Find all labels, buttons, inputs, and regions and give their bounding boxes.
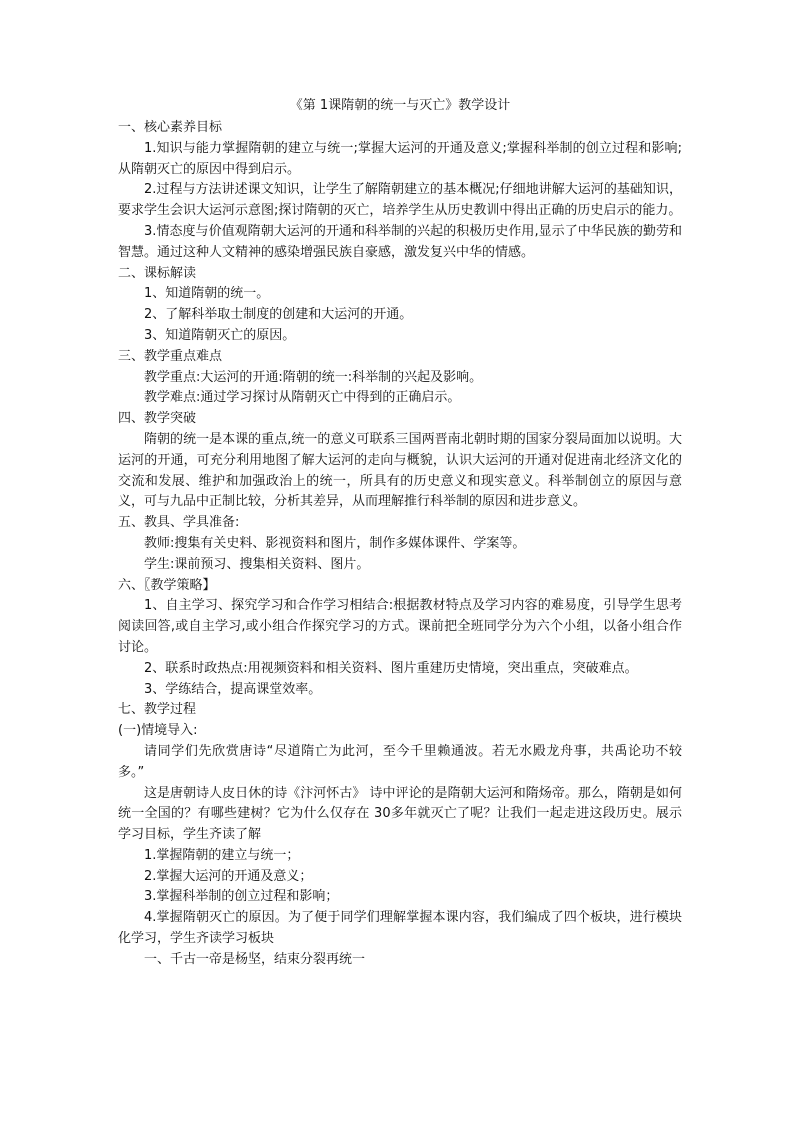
paragraph: 六、〖教学策略】: [118, 577, 216, 593]
paragraph: 二、课标解读: [118, 265, 197, 281]
paragraph: 2.过程与方法讲述课文知识，让学生了解隋朝建立的基本概况;仔细地讲解大运河的基础知识，要求学生会识大运河示意图;探讨隋朝的灭亡，培养学生从历史教训中得出正确的历史启示的能力。: [118, 182, 682, 219]
document-page: [118, 96, 682, 971]
paragraph: 五、教具、学具准备:: [118, 515, 240, 531]
paragraph: 3、学练结合，提高课堂效率。: [144, 681, 322, 697]
paragraph: 4.掌握隋朝灭亡的原因。为了便于同学们理解掌握本课内容，我们编成了四个板块，进行模块化学习，学生齐读学习板块: [118, 910, 682, 947]
paragraph: 3.掌握科举制的创立过程和影响；: [144, 889, 339, 905]
document-title: 《第 1课隋朝的统一与灭亡》教学设计: [289, 98, 511, 113]
paragraph: 这是唐朝诗人皮日休的诗《汴河怀古》 诗中评论的是隋朝大运河和隋炀帝。那么，隋朝是如何统一全国的？有哪些建树？它为什么仅存在 30多年就灭亡了呢？让我们一起走进这段历史。展示学习目标，学生齐读了解: [118, 785, 682, 843]
paragraph: 1.知识与能力掌握隋朝的建立与统一;掌握大运河的开通及意义;掌握科举制的创立过程和影响;从隋朝灭亡的原因中得到启示。: [118, 140, 682, 177]
paragraph: 教学难点:通过学习探讨从隋朝灭亡中得到的正确启示。: [144, 390, 461, 406]
paragraph: 1、自主学习、探究学习和合作学习相结合:根据教材特点及学习内容的难易度，引导学生思考阅读回答,或自主学习,或小组合作探究学习的方式。课前把全班同学分为六个小组，以备小组合作讨论。: [118, 598, 682, 655]
paragraph: 请同学们先欣赏唐诗“尽道隋亡为此河，至今千里赖通波。若无水殿龙舟事，共禹论功不较多。”: [118, 743, 682, 780]
paragraph: 隋朝的统一是本课的重点,统一的意义可联系三国两晋南北朝时期的国家分裂局面加以说明。大运河的开通，可充分利用地图了解大运河的走向与概貌，认识大运河的开通对促进南北经济文化的交流和发展、维护和加强政治上的统一，所具有的历史意义和现实意义。科举制创立的原因与意义，可与九品中正制比较，分析其差异，从而理解推行科举制的原因和进步意义。: [118, 431, 682, 510]
paragraph: 2、联系时政热点:用视频资料和相关资料、图片重建历史情境，突出重点，突破难点。: [144, 660, 638, 676]
paragraph: 1.掌握隋朝的建立与统一；: [144, 847, 300, 863]
paragraph: 教师:搜集有关史料、影视资料和图片，制作多媒体课件、学案等。: [144, 535, 526, 551]
document-body: [118, 118, 682, 971]
paragraph: 教学重点:大运河的开通:隋朝的统一:科举制的兴起及影响。: [144, 369, 483, 385]
paragraph: 三、教学重点难点: [118, 348, 223, 364]
paragraph: 一、千古一帝是杨坚，结束分裂再统一: [144, 951, 366, 967]
paragraph: 学生:课前预习、搜集相关资料、图片。: [144, 556, 370, 572]
paragraph: 1、知道隋朝的统一。: [144, 286, 270, 302]
paragraph: 2.掌握大运河的开通及意义；: [144, 868, 313, 884]
paragraph: 3、知道隋朝灭亡的原因。: [144, 327, 296, 343]
paragraph: 七、教学过程: [118, 702, 197, 718]
paragraph: (一)情境导入:: [118, 723, 198, 739]
paragraph: 2、了解科举取士制度的创建和大运河的开通。: [144, 307, 413, 323]
paragraph: 四、教学突破: [118, 411, 197, 427]
paragraph: 一、核心素养目标: [118, 120, 223, 135]
paragraph: 3.情态度与价值观隋朝大运河的开通和科举制的兴起的积极历史作用,显示了中华民族的勤劳和智慧。通过这种人文精神的感染增强民族自豪感，激发复兴中华的情感。: [118, 223, 682, 260]
